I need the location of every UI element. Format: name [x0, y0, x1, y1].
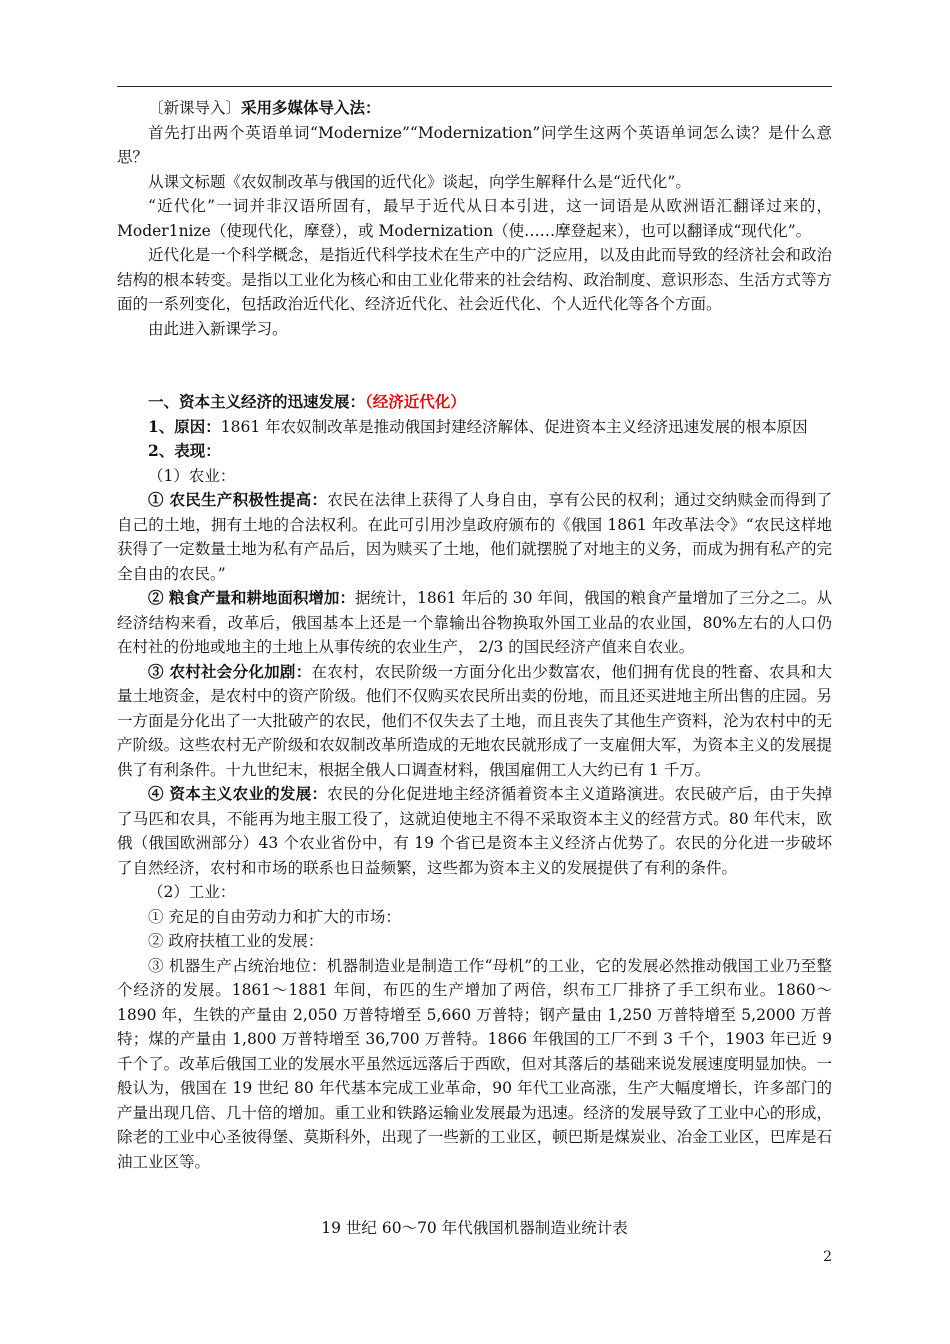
- page-number: 2: [823, 1249, 832, 1265]
- intro-paragraph: 近代化是一个科学概念，是指近代科学技术在生产中的广泛应用，以及由此而导致的经济社会和政治结构的根本转变。是指以工业化为核心和由工业化带来的社会结构、政治制度、意识形态、生活方式等方面的一系列变化，包括政治近代化、经济近代化、社会近代化、个人近代化等各个方面。: [117, 246, 832, 313]
- industry-item: ③ 机器生产占统治地位：机器制造业是制造工作“母机”的工业，它的发展必然推动俄国工业乃至整个经济的发展。1861～1881 年间，布匹的生产增加了两倍，织布工厂排挤了手工织布业。1860～1890 年，生铁的产量由 2,050 万普特增至 5,660 万普特；钢产量由 1,250 万普特增至 5,2000 万普特；煤的产量由 1,800 万普特增至 36,700 万普特。1866 年俄国的工厂不到 3 千个，1903 年已近 9 千个了。改革后俄国工业的发展水平虽然远远落后于西欧，但对其落后的基础来说发展速度明显加快。一般认为，俄国在 19 世纪 80 年代基本完成工业革命，90 年代工业高涨，生产大幅度增长，许多部门的产量出现几倍、几十倍的增加。重工业和铁路运输业发展最为迅速。经济的发展导致了工业中心的形成，除老的工业中心圣彼得堡、莫斯科外，出现了一些新的工业区，顿巴斯是煤炭业、冶金工业区，巴库是石油工业区等。: [117, 956, 832, 1171]
- industry-item: ① 充足的自由劳动力和扩大的市场：: [148, 907, 401, 926]
- intro-paragraph: 由此进入新课学习。: [148, 319, 288, 338]
- intro-paragraph: 从课文标题《农奴制改革与俄国的近代化》谈起，向学生解释什么是“近代化”。: [148, 172, 691, 191]
- document-body: [117, 96, 832, 1174]
- cause-text: 1861 年农奴制改革是推动俄国封建经济解体、促进资本主义经济迅速发展的根本原因: [220, 417, 808, 436]
- agri-item-text: 据统计，1861 年后的 30 年间，俄国的粮食产量增加了三分之二。从经济结构来看，改革后，俄国基本上还是一个靠输出谷物换取外国工业品的农业国，80%左右的人口仍在村社的份地或地主的土地上从事传统的农业生产， 2/3 的国民经济产值来自农业。: [117, 589, 832, 656]
- agri-item-label: ① 农民生产积极性提高：: [148, 490, 328, 509]
- table-caption: 19 世纪 60～70 年代俄国机器制造业统计表: [321, 1219, 628, 1237]
- header-rule: [117, 86, 832, 87]
- intro-paragraph: “近代化”一词并非汉语所固有，最早于近代从日本引进，这一词语是从欧洲语汇翻译过来的，Moder1nize（使现代化，摩登），或 Modernization（使……摩登起来），也可以翻译成“现代化”。: [117, 197, 832, 240]
- agri-item-text: 农民在法律上获得了人身自由，享有公民的权利；通过交纳赎金而得到了自己的土地，拥有土地的合法权利。在此可引用沙皇政府颁布的《俄国 1861 年改革法令》“农民这样地获得了一定数量土地为私有产品后，因为赎买了土地，他们就摆脱了对地主的义务，而成为拥有私产的完全自由的农民。”: [117, 491, 832, 583]
- agri-heading: （1）农业：: [148, 466, 236, 485]
- intro-method: 采用多媒体导入法：: [241, 98, 381, 117]
- cause-label: 1、原因：: [148, 416, 221, 436]
- agri-item: [117, 488, 832, 586]
- intro-heading: [117, 96, 832, 121]
- intro-tag: 〔新课导入〕: [148, 99, 242, 117]
- agri-item-text: 在农村，农民阶级一方面分化出少数富农，他们拥有优良的牲畜、农具和大量土地资金，是农村中的资产阶级。他们不仅购买农民所出卖的份地，而且还买进地主所出售的庄园。另一方面是分化出了一大批破产的农民，他们不仅失去了土地，而且丧失了其他生产资料，沦为农村中的无产阶级。这些农村无产阶级和农奴制改革所造成的无地农民就形成了一支雇佣大军，为资本主义的发展提供了有利条件。十九世纪末，根据全俄人口调查材料，俄国雇佣工人大约已有 1 千万。: [117, 662, 832, 779]
- industry-item: ② 政府扶植工业的发展：: [148, 932, 324, 950]
- section-gap: [117, 341, 832, 390]
- agri-item: [117, 660, 832, 783]
- intro-paragraph: 首先打出两个英语单词“Modernize”“Modernization”问学生这两个英语单词怎么读？是什么意思？: [117, 123, 832, 166]
- industry-heading: （2）工业：: [148, 883, 236, 901]
- agri-item-label: ④ 资本主义农业的发展：: [148, 784, 328, 803]
- section-title-text: 一、资本主义经济的迅速发展：: [148, 392, 366, 411]
- agri-item-label: ② 粮食产量和耕地面积增加：: [148, 588, 355, 607]
- section-title: [117, 390, 832, 415]
- manifest-heading: [117, 439, 832, 464]
- manifest-label: 2、表现：: [148, 441, 221, 460]
- agri-item: [117, 586, 832, 660]
- agri-item-text: 农民的分化促进地主经济循着资本主义道路演进。农民破产后，由于失掉了马匹和农具，不能再为地主服工役了，这就迫使地主不得不采取资本主义的经营方式。80 年代末，欧俄（俄国欧洲部分）43 个农业省份中，有 19 个省已是资本主义经济占优势了。农民的分化进一步破坏了自然经济，农村和市场的联系也日益频繁，这些都为资本主义的发展提供了有利的条件。: [117, 785, 832, 877]
- agri-item: [117, 782, 832, 880]
- cause-paragraph: [117, 415, 832, 440]
- section-title-tag: （经济近代化）: [365, 392, 466, 411]
- agri-item-label: ③ 农村社会分化加剧：: [148, 661, 312, 681]
